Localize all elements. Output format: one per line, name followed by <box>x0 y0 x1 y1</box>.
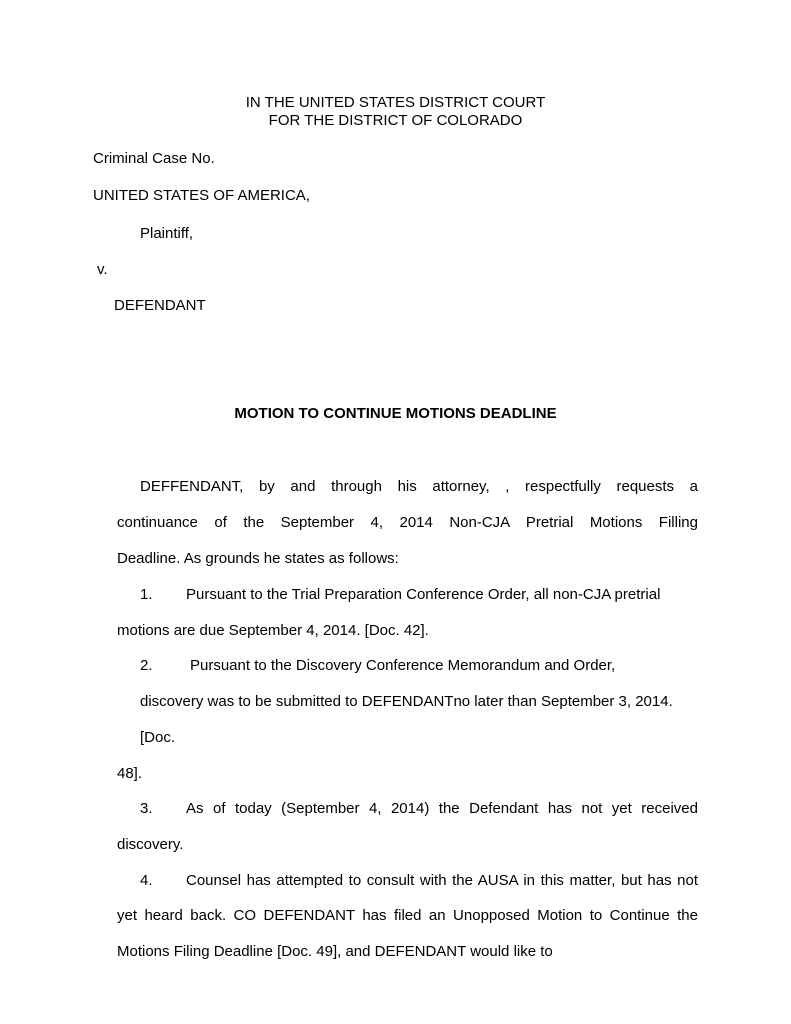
paragraph-number: 4. <box>140 872 153 889</box>
stray-mark: · <box>101 439 103 444</box>
paragraph-3-line-2: discovery. <box>117 836 184 853</box>
paragraph-4-line-1: Counsel has attempted to consult with the AUSA in this matter, but has not <box>186 872 698 889</box>
paragraph-number: 3. <box>140 800 153 817</box>
court-name-line1: IN THE UNITED STATES DISTRICT COURT <box>245 94 546 111</box>
versus: v. <box>97 261 108 278</box>
paragraph-number: 2. <box>140 657 153 674</box>
intro-line-1: DEFFENDANT, by and through his attorney, , respectfully requests a <box>140 478 698 495</box>
plaintiff-role: Plaintiff, <box>140 225 194 242</box>
paragraph-number: 1. <box>140 586 153 603</box>
motion-title: MOTION TO CONTINUE MOTIONS DEADLINE <box>234 405 557 422</box>
case-number: Criminal Case No. <box>93 150 215 167</box>
paragraph-2-line-4: 48]. <box>117 765 143 782</box>
stray-mark: · <box>101 368 103 373</box>
paragraph-2-line-3: [Doc. <box>140 729 176 746</box>
paragraph-4-line-3: Motions Filing Deadline [Doc. 49], and DEFENDANT would like to <box>117 943 553 960</box>
paragraph-3-line-1: As of today (September 4, 2014) the Defendant has not yet received <box>186 800 698 817</box>
plaintiff-party: UNITED STATES OF AMERICA, <box>93 187 310 204</box>
court-name-line2: FOR THE DISTRICT OF COLORADO <box>268 112 523 129</box>
paragraph-1-line-2: motions are due September 4, 2014. [Doc. 42]. <box>117 622 429 639</box>
paragraph-1-line-1: Pursuant to the Trial Preparation Conference Order, all non-CJA pretrial <box>186 586 661 603</box>
intro-line-3: Deadline. As grounds he states as follows: <box>117 550 399 567</box>
paragraph-2-line-1: Pursuant to the Discovery Conference Memorandum and Order, <box>190 657 616 674</box>
intro-line-2: continuance of the September 4, 2014 Non-CJA Pretrial Motions Filling <box>117 514 698 531</box>
defendant-party: DEFENDANT <box>114 297 206 314</box>
paragraph-2-line-2: discovery was to be submitted to DEFENDANTno later than September 3, 2014. <box>140 693 673 710</box>
paragraph-4-line-2: yet heard back. CO DEFENDANT has filed an Unopposed Motion to Continue the <box>117 907 698 924</box>
